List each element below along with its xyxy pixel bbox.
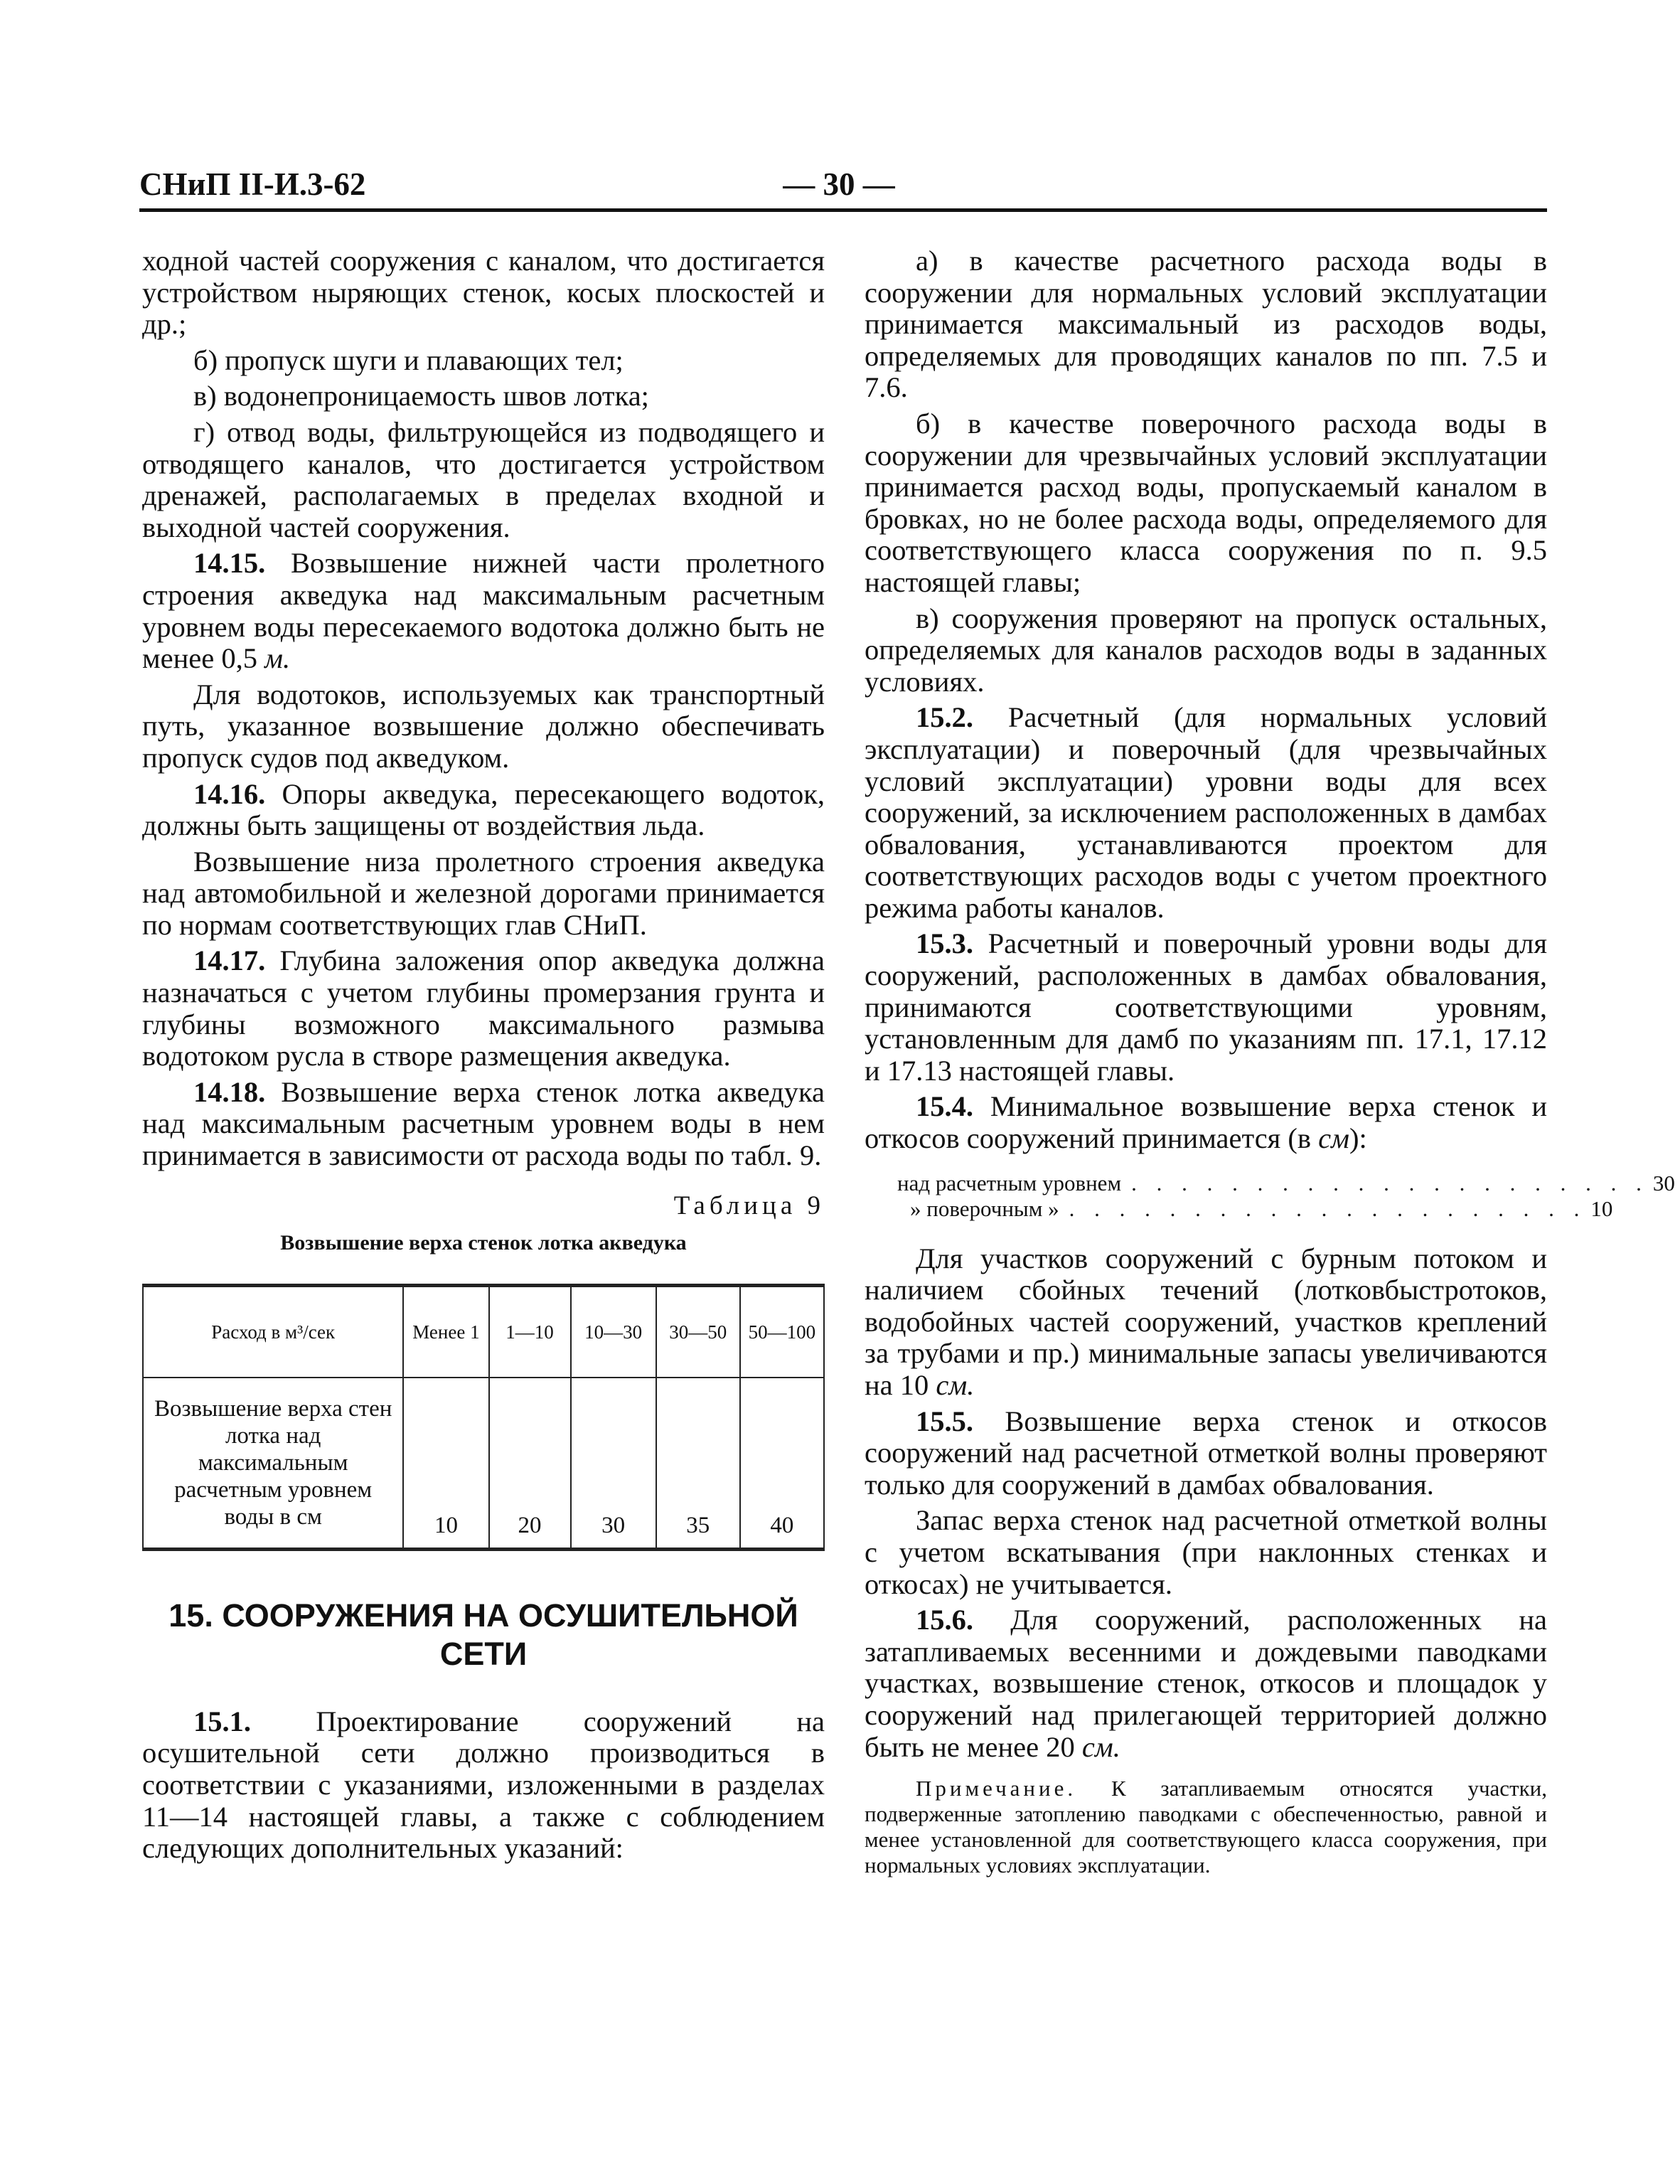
clause-text: Проектирование сооружений на осушительной сети должно производиться в соответствии с указаниями, изложенными в разделах 11—14 настоящей главы, а также с соблюдением следующих дополнительных указаний:	[142, 1705, 825, 1865]
document-code: СНиП II-И.3-62	[139, 166, 366, 202]
note	[865, 1776, 1547, 1878]
clause-text: Опоры акведука, пересекающего водоток, должны быть защищены от воздействия льда.	[142, 777, 825, 842]
clause-15-4	[865, 1091, 1547, 1154]
list-item: б) пропуск шуги и плавающих тел;	[193, 343, 624, 376]
paragraph: Возвышение низа пролетного строения акведука над автомобильной и железной дорогами принимается по нормам соответствующих глав СНиП.	[142, 845, 825, 941]
table-label: Таблица 9	[673, 1190, 825, 1220]
leader-row	[897, 1195, 1613, 1222]
clause-14-15	[142, 548, 825, 674]
clause-text: Возвышение верха стенок лотка акведука над максимальным расчетным уровнем воды в нем принимается в зависимости от расхода воды по табл. 9.	[142, 1075, 825, 1172]
unit: см.	[936, 1369, 975, 1401]
table-header-cell: 30—50	[656, 1285, 740, 1378]
clause-number: 15.5.	[916, 1405, 973, 1437]
clause-number: 14.18.	[193, 1075, 266, 1108]
right-column	[865, 245, 1675, 1882]
table-header-cell: Менее 1	[403, 1285, 488, 1378]
table-header-cell: 50—100	[740, 1285, 824, 1378]
note-label: Примечание.	[916, 1776, 1077, 1801]
leader-row	[897, 1170, 1675, 1196]
clause-number: 14.16.	[193, 777, 266, 810]
clause-14-16	[142, 779, 825, 842]
clause-number: 15.3.	[916, 927, 973, 960]
clause-15-2	[865, 702, 1547, 924]
paragraph: Запас верха стенок над расчетной отметкой волны с учетом вскатывания (при наклонных стенках и откосах) не учитывается.	[865, 1504, 1547, 1600]
table-caption: Возвышение верха стенок лотка акведука	[280, 1231, 687, 1255]
list-item: в) водонепроницаемость швов лотка;	[193, 380, 649, 412]
table-header-cell: 1—10	[489, 1285, 571, 1378]
clause-14-18	[142, 1077, 825, 1172]
note-text: К затапливаемым относятся участки, подверженные затоплению паводками с обеспеченностью, равной и менее установленной для соответствующего класса сооружения, при нормальных условиях эксплуатации.	[865, 1776, 1547, 1878]
clause-number: 14.17.	[193, 944, 266, 977]
table-cell: 35	[656, 1378, 740, 1550]
section-title: 15. СООРУЖЕНИЯ НА ОСУШИТЕЛЬНОЙ СЕТИ	[168, 1597, 798, 1672]
clause-15-3	[865, 928, 1547, 1087]
table-9	[142, 1284, 825, 1551]
list-item: б) в качестве поверочного расхода воды в сооружении для чрезвычайных условий эксплуатации принимается расход воды, пропускаемый каналом в бровках, но не более расхода воды, определяемого для соответствующего класса сооружения по п. 9.5 настоящей главы;	[865, 407, 1547, 598]
leader-label: » поверочным »	[910, 1195, 1059, 1221]
list-item: а) в качестве расчетного расхода воды в сооружении для нормальных условий эксплуатации принимается максимальный из расходов воды, определяемых для проводящих каналов по пп. 7.5 и 7.6.	[865, 245, 1547, 404]
paragraph: ходной частей сооружения с каналом, что достигается устройством ныряющих стенок, косых плоскостей и др.;	[142, 245, 825, 341]
table-cell: 40	[740, 1378, 824, 1550]
clause-15-6	[865, 1604, 1547, 1763]
clause-number: 14.15.	[193, 547, 266, 580]
page-number: — 30 —	[783, 166, 895, 202]
unit: м.	[264, 642, 291, 675]
left-column	[142, 245, 825, 1869]
paragraph	[865, 1243, 1547, 1402]
clause-15-1	[142, 1706, 825, 1865]
clause-number: 15.6.	[916, 1604, 973, 1636]
clause-15-5	[865, 1406, 1547, 1501]
unit: см.	[1081, 1730, 1120, 1763]
leader-list	[897, 1170, 1675, 1222]
leader-dots: . . . . . . . . . . . . . . . . . . . . .	[1131, 1170, 1649, 1195]
clause-number: 15.2.	[916, 701, 973, 734]
paragraph: Для водотоков, используемых как транспортный путь, указанное возвышение должно обеспечивать пропуск судов под акведуком.	[142, 678, 825, 774]
paragraph-text: Для участков сооружений с бурным потоком и наличием сбойных течений (лотковбыстротоков, водобойных частей сооружений, участков креплений за трубами и пр.) минимальные запасы увеличиваются на 10	[865, 1242, 1547, 1401]
table-header-row	[143, 1285, 824, 1378]
clause-text-end: ):	[1349, 1122, 1367, 1155]
table-header-cell: 10—30	[571, 1285, 656, 1378]
leader-value: 10	[1590, 1195, 1613, 1221]
table-cell: 30	[571, 1378, 656, 1550]
clause-text: Для сооружений, расположенных на затапливаемых весенними и дождевыми паводками участках, возвышение стенок, откосов и площадок у сооружений над прилегающей территорией должно быть не менее 20	[865, 1604, 1547, 1763]
list-item: г) отвод воды, фильтрующейся из подводящего и отводящего каналов, что достигается устройством дренажей, располагаемых в пределах входной и выходной частей сооружения.	[142, 415, 825, 543]
table-row-label: Возвышение верха стен лотка над максимальным расчетным уровнем воды в см	[143, 1378, 403, 1550]
table-cell: 20	[489, 1378, 571, 1550]
leader-label: над расчетным уровнем	[897, 1170, 1122, 1195]
clause-text: Возвышение нижней части пролетного строения акведука над максимальным расчетным уровнем воды пересекаемого водотока должно быть не менее 0,5	[142, 547, 825, 675]
table-row	[143, 1378, 824, 1550]
table-cell: 10	[403, 1378, 488, 1550]
leader-value: 30	[1652, 1170, 1675, 1195]
clause-14-17	[142, 945, 825, 1072]
clause-text: Расчетный (для нормальных условий эксплуатации) и поверочный (для чрезвычайных условий эксплуатации) уровни воды для всех сооружений, за исключением расположенных в дамбах обвалования, устанавливаются проектом для соответствующих расходов воды с учетом проектного режима работы каналов.	[865, 701, 1548, 924]
unit: см	[1318, 1122, 1349, 1155]
clause-number: 15.1.	[193, 1705, 251, 1737]
clause-text: Возвышение верха стенок и откосов сооружений над расчетной отметкой волны проверяют только для сооружений в дамбах обвалования.	[865, 1405, 1548, 1501]
clause-number: 15.4.	[916, 1090, 973, 1123]
header-rule	[139, 208, 1547, 212]
table-header-cell: Расход в м³/сек	[143, 1285, 403, 1378]
clause-text: Расчетный и поверочный уровни воды для сооружений, расположенных в дамбах обвалования, принимаются соответствующими уровням, установленным для дамб по указаниям пп. 17.1, 17.12 и 17.13 настоящей главы.	[865, 927, 1547, 1087]
leader-dots: . . . . . . . . . . . . . . . . . . . . .	[1069, 1195, 1587, 1221]
clause-text: Глубина заложения опор акведука должна назначаться с учетом глубины промерзания грунта и глубины возможного максимального размыва водотоком русла в створе размещения акведука.	[142, 944, 825, 1072]
list-item: в) сооружения проверяют на пропуск остальных, определяемых для каналов расходов воды в заданных условиях.	[865, 602, 1547, 698]
clause-text: Минимальное возвышение верха стенок и откосов сооружений принимается (в	[865, 1090, 1548, 1155]
